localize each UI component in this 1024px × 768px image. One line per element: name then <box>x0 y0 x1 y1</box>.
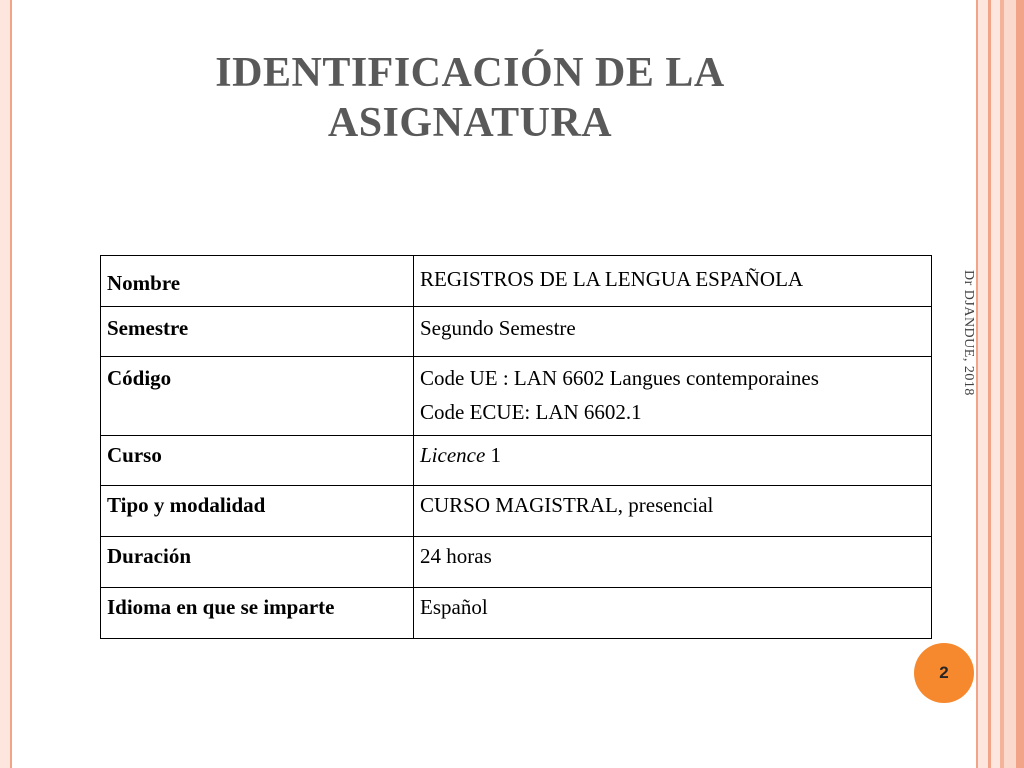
codigo-ue-line: Code UE : LAN 6602 Langues contemporaines <box>420 366 819 390</box>
row-label-semestre: Semestre <box>101 307 414 357</box>
course-info-table <box>100 255 932 639</box>
row-value-nombre: REGISTROS DE LA LENGUA ESPAÑOLA <box>414 256 932 307</box>
table-row <box>101 436 932 486</box>
row-value-idioma: Español <box>414 588 932 639</box>
row-value-semestre: Segundo Semestre <box>414 307 932 357</box>
row-label-idioma: Idioma en que se imparte <box>101 588 414 639</box>
table-row <box>101 537 932 588</box>
table-row <box>101 357 932 436</box>
table-row <box>101 588 932 639</box>
left-border-band <box>0 0 10 768</box>
table-row <box>101 486 932 537</box>
row-value-codigo <box>414 357 932 436</box>
row-value-curso <box>414 436 932 486</box>
row-value-duracion: 24 horas <box>414 537 932 588</box>
row-label-duracion: Duración <box>101 537 414 588</box>
table-row <box>101 307 932 357</box>
codigo-ecue-line: Code ECUE: LAN 6602.1 <box>420 400 642 424</box>
slide-title-line2: ASIGNATURA <box>327 100 613 146</box>
row-label-tipo: Tipo y modalidad <box>101 486 414 537</box>
left-border-line <box>10 0 12 768</box>
slide-title-line1: IDENTIFICACIÓN DE LA <box>215 50 725 96</box>
curso-rest-text: 1 <box>485 443 502 467</box>
row-label-curso: Curso <box>101 436 414 486</box>
row-label-codigo: Código <box>101 357 414 436</box>
slide-title <box>100 48 840 148</box>
right-decorative-stripes <box>976 0 1024 768</box>
curso-italic-text: Licence <box>420 443 486 467</box>
page-number-badge: 2 <box>914 643 974 703</box>
row-label-nombre: Nombre <box>101 256 414 307</box>
author-footer-vertical: Dr DJANDUE, 2018 <box>961 270 976 396</box>
table-row <box>101 256 932 307</box>
row-value-tipo: CURSO MAGISTRAL, presencial <box>414 486 932 537</box>
